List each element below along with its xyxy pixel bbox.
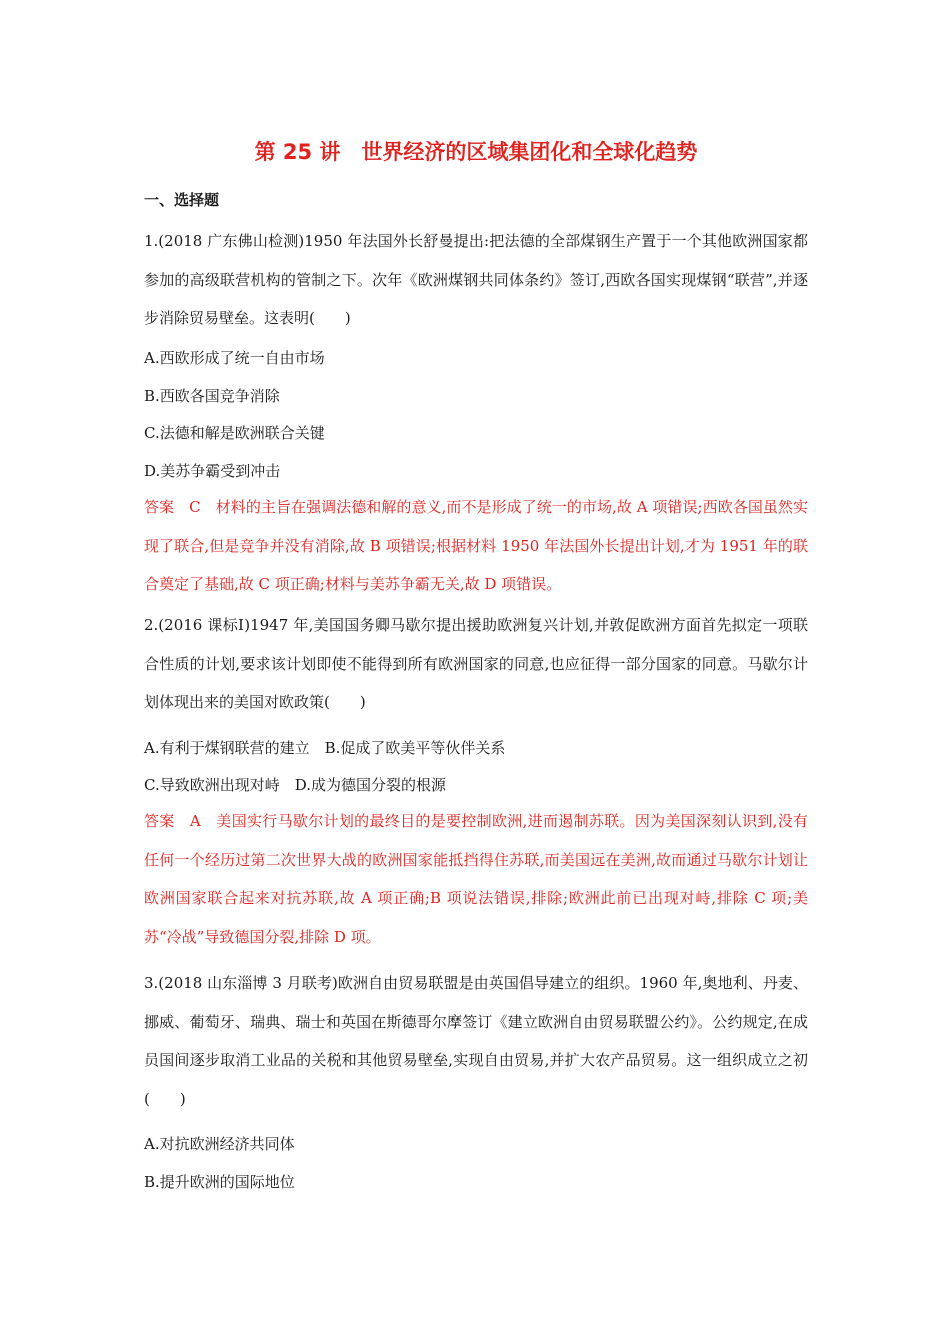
section-heading: 一、选择题 [144,191,220,209]
question-1-option-c: C.法德和解是欧洲联合关键 [144,424,325,442]
question-1-option-d: D.美苏争霸受到冲击 [144,462,281,480]
page-title: 第 25 讲 世界经济的区域集团化和全球化趋势 [254,140,698,164]
question-3-option-b: B.提升欧洲的国际地位 [144,1173,295,1191]
question-1-option-b: B.西欧各国竞争消除 [144,387,280,405]
question-2-stem: 2.(2016 课标Ⅰ)1947 年,美国国务卿马歇尔提出援助欧洲复兴计划,并敦促欧洲方面首先拟定一项联合性质的计划,要求该计划即使不能得到所有欧洲国家的同意,也应征得一部分国家的同意。马歇尔计划体现出来的美国对欧政策( ) [144,616,808,711]
question-1-stem: 1.(2018 广东佛山检测)1950 年法国外长舒曼提出:把法德的全部煤钢生产置于一个其他欧洲国家都参加的高级联营机构的管制之下。次年《欧洲煤钢共同体条约》签订,西欧各国实现煤钢“联营”,并逐步消除贸易壁垒。这表明( ) [144,232,808,327]
question-1-answer: 答案 C 材料的主旨在强调法德和解的意义,而不是形成了统一的市场,故 A 项错误;西欧各国虽然实现了联合,但是竞争并没有消除,故 B 项错误;根据材料 1950 年法国外长提出计划,才为 1951 年的联合奠定了基础,故 C 项正确;材料与美苏争霸无关,故 D 项错误。 [144,498,808,593]
question-3-stem: 3.(2018 山东淄博 3 月联考)欧洲自由贸易联盟是由英国倡导建立的组织。1960 年,奥地利、丹麦、挪威、葡萄牙、瑞典、瑞士和英国在斯德哥尔摩签订《建立欧洲自由贸易联盟公约》。公约规定,在成员国间逐步取消工业品的关税和其他贸易壁垒,实现自由贸易,并扩大农产品贸易。这一组织成立之初( ) [144,974,808,1108]
question-2-options-cd: C.导致欧洲出现对峙 D.成为德国分裂的根源 [144,776,446,794]
question-2-options-ab: A.有利于煤钢联营的建立 B.促成了欧美平等伙伴关系 [144,739,506,757]
question-1-option-a: A.西欧形成了统一自由市场 [144,349,325,367]
question-3-option-a: A.对抗欧洲经济共同体 [144,1135,295,1153]
question-2-answer: 答案 A 美国实行马歇尔计划的最终目的是要控制欧洲,进而遏制苏联。因为美国深刻认识到,没有任何一个经历过第二次世界大战的欧洲国家能抵挡得住苏联,而美国远在美洲,故而通过马歇尔计划让欧洲国家联合起来对抗苏联,故 A 项正确;B 项说法错误,排除;欧洲此前已出现对峙,排除 C 项;美苏“冷战”导致德国分裂,排除 D 项。 [144,812,808,946]
